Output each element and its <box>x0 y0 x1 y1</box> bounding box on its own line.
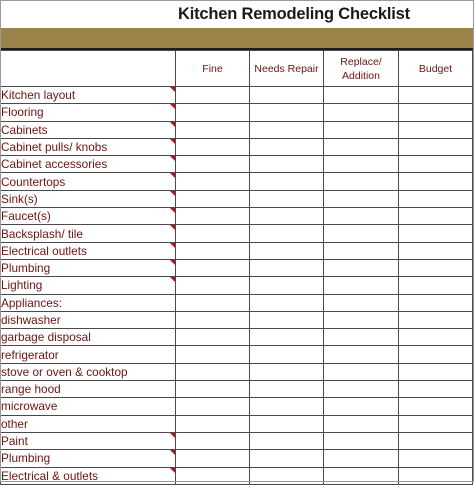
table-row <box>1 277 473 294</box>
table-row <box>1 259 473 276</box>
row-label[interactable]: microwave <box>1 398 176 415</box>
table-row <box>1 311 473 328</box>
cell-replace-addition[interactable] <box>324 173 399 190</box>
cell-fine[interactable] <box>176 208 250 225</box>
title-row <box>0 0 474 28</box>
cell-replace-addition[interactable] <box>324 225 399 242</box>
cell-needs-repair[interactable] <box>250 329 324 346</box>
cell-budget[interactable] <box>399 225 473 242</box>
cell-needs-repair[interactable] <box>250 156 324 173</box>
table-row <box>1 104 473 121</box>
cell-replace-addition[interactable] <box>324 138 399 155</box>
table-row <box>1 156 473 173</box>
header-band <box>0 28 474 48</box>
column-header-budget: Budget <box>399 51 473 87</box>
row-label[interactable]: garbage disposal <box>1 329 176 346</box>
table-row <box>1 450 473 467</box>
cell-replace-addition[interactable] <box>324 415 399 432</box>
cell-needs-repair[interactable] <box>250 277 324 294</box>
cell-budget[interactable] <box>399 208 473 225</box>
table-row <box>1 294 473 311</box>
cell-replace-addition[interactable] <box>324 87 399 104</box>
cell-fine[interactable] <box>176 311 250 328</box>
cell-budget[interactable] <box>399 329 473 346</box>
cell-replace-addition[interactable] <box>324 259 399 276</box>
cell-budget[interactable] <box>399 138 473 155</box>
row-label[interactable]: Backsplash/ tile <box>1 225 176 242</box>
cell-needs-repair[interactable] <box>250 173 324 190</box>
table-row <box>1 432 473 449</box>
cell-budget[interactable] <box>399 190 473 207</box>
cell-budget[interactable] <box>399 311 473 328</box>
item-column-header <box>1 51 176 87</box>
row-label[interactable]: Cabinet pulls/ knobs <box>1 138 176 155</box>
row-label[interactable]: Electrical outlets <box>1 242 176 259</box>
cell-needs-repair[interactable] <box>250 104 324 121</box>
cell-fine[interactable] <box>176 242 250 259</box>
cell-replace-addition[interactable] <box>324 294 399 311</box>
table-row <box>1 398 473 415</box>
cell-needs-repair[interactable] <box>250 432 324 449</box>
row-label[interactable]: Kitchen layout <box>1 87 176 104</box>
table-row <box>1 415 473 432</box>
header-row <box>1 51 473 87</box>
cell-budget[interactable] <box>399 346 473 363</box>
cell-replace-addition[interactable] <box>324 190 399 207</box>
cell-needs-repair[interactable] <box>250 415 324 432</box>
cell-budget[interactable] <box>399 294 473 311</box>
cell-fine[interactable] <box>176 294 250 311</box>
cell-budget[interactable] <box>399 277 473 294</box>
row-label[interactable]: Electrical & outlets <box>1 467 176 484</box>
cell-needs-repair[interactable] <box>250 242 324 259</box>
cell-needs-repair[interactable] <box>250 346 324 363</box>
cell-needs-repair[interactable] <box>250 190 324 207</box>
cell-fine[interactable] <box>176 329 250 346</box>
cell-replace-addition[interactable] <box>324 450 399 467</box>
cell-budget[interactable] <box>399 398 473 415</box>
cell-needs-repair[interactable] <box>250 225 324 242</box>
table-row <box>1 329 473 346</box>
checklist-title: Kitchen Remodeling Checklist <box>178 5 410 23</box>
row-label[interactable]: Faucet(s) <box>1 208 176 225</box>
cell-needs-repair[interactable] <box>250 259 324 276</box>
cell-needs-repair[interactable] <box>250 294 324 311</box>
cell-replace-addition[interactable] <box>324 346 399 363</box>
cell-replace-addition[interactable] <box>324 208 399 225</box>
cell-budget[interactable] <box>399 156 473 173</box>
table-row <box>1 242 473 259</box>
column-header-needs-repair: Needs Repair <box>250 51 324 87</box>
cell-fine[interactable] <box>176 450 250 467</box>
cell-needs-repair[interactable] <box>250 398 324 415</box>
cell-replace-addition[interactable] <box>324 432 399 449</box>
cell-needs-repair[interactable] <box>250 208 324 225</box>
cell-replace-addition[interactable] <box>324 121 399 138</box>
row-label[interactable]: Plumbing <box>1 450 176 467</box>
cell-budget[interactable] <box>399 363 473 380</box>
cell-fine[interactable] <box>176 346 250 363</box>
cell-fine[interactable] <box>176 121 250 138</box>
cell-fine[interactable] <box>176 432 250 449</box>
cell-budget[interactable] <box>399 173 473 190</box>
cell-budget[interactable] <box>399 381 473 398</box>
row-label[interactable]: Cabinet accessories <box>1 156 176 173</box>
row-label[interactable]: Plumbing <box>1 259 176 276</box>
row-label[interactable]: Appliances: <box>1 294 176 311</box>
table-row <box>1 190 473 207</box>
checklist-table <box>0 50 473 485</box>
table-row <box>1 121 473 138</box>
row-label[interactable]: Lighting <box>1 277 176 294</box>
cell-fine[interactable] <box>176 381 250 398</box>
cell-budget[interactable] <box>399 121 473 138</box>
cell-fine[interactable] <box>176 415 250 432</box>
cell-needs-repair[interactable] <box>250 450 324 467</box>
cell-fine[interactable] <box>176 156 250 173</box>
cell-replace-addition[interactable] <box>324 398 399 415</box>
table-row <box>1 381 473 398</box>
row-label[interactable]: Flooring <box>1 104 176 121</box>
cell-budget[interactable] <box>399 432 473 449</box>
row-label[interactable]: dishwasher <box>1 311 176 328</box>
cell-replace-addition[interactable] <box>324 329 399 346</box>
cell-replace-addition[interactable] <box>324 381 399 398</box>
cell-fine[interactable] <box>176 277 250 294</box>
cell-fine[interactable] <box>176 225 250 242</box>
cell-replace-addition[interactable] <box>324 242 399 259</box>
row-label[interactable]: stove or oven & cooktop <box>1 363 176 380</box>
table-row <box>1 346 473 363</box>
cell-fine[interactable] <box>176 104 250 121</box>
row-label[interactable]: Cabinets <box>1 121 176 138</box>
cell-replace-addition[interactable] <box>324 311 399 328</box>
table-row <box>1 138 473 155</box>
cell-needs-repair[interactable] <box>250 311 324 328</box>
cell-replace-addition[interactable] <box>324 104 399 121</box>
column-header-fine: Fine <box>176 51 250 87</box>
cell-needs-repair[interactable] <box>250 138 324 155</box>
cell-budget[interactable] <box>399 415 473 432</box>
row-label[interactable]: range hood <box>1 381 176 398</box>
cell-needs-repair[interactable] <box>250 121 324 138</box>
cell-fine[interactable] <box>176 259 250 276</box>
cell-fine[interactable] <box>176 138 250 155</box>
table-row <box>1 173 473 190</box>
cell-needs-repair[interactable] <box>250 363 324 380</box>
row-label[interactable]: Countertops <box>1 173 176 190</box>
cell-replace-addition[interactable] <box>324 156 399 173</box>
cell-replace-addition[interactable] <box>324 363 399 380</box>
table-row <box>1 87 473 104</box>
cell-budget[interactable] <box>399 104 473 121</box>
cell-fine[interactable] <box>176 173 250 190</box>
row-label[interactable]: Sink(s) <box>1 190 176 207</box>
cell-fine[interactable] <box>176 87 250 104</box>
table-row <box>1 225 473 242</box>
cell-needs-repair[interactable] <box>250 381 324 398</box>
cell-replace-addition[interactable] <box>324 277 399 294</box>
cell-budget[interactable] <box>399 259 473 276</box>
row-label[interactable]: other <box>1 415 176 432</box>
row-label[interactable]: refrigerator <box>1 346 176 363</box>
cell-fine[interactable] <box>176 398 250 415</box>
row-label[interactable]: Paint <box>1 432 176 449</box>
cell-fine[interactable] <box>176 363 250 380</box>
cell-fine[interactable] <box>176 190 250 207</box>
cell-budget[interactable] <box>399 87 473 104</box>
table-row <box>1 363 473 380</box>
cell-budget[interactable] <box>399 450 473 467</box>
column-header-replace-addition: Replace/ Addition <box>324 51 399 87</box>
table-row <box>1 208 473 225</box>
cell-budget[interactable] <box>399 242 473 259</box>
cell-needs-repair[interactable] <box>250 87 324 104</box>
